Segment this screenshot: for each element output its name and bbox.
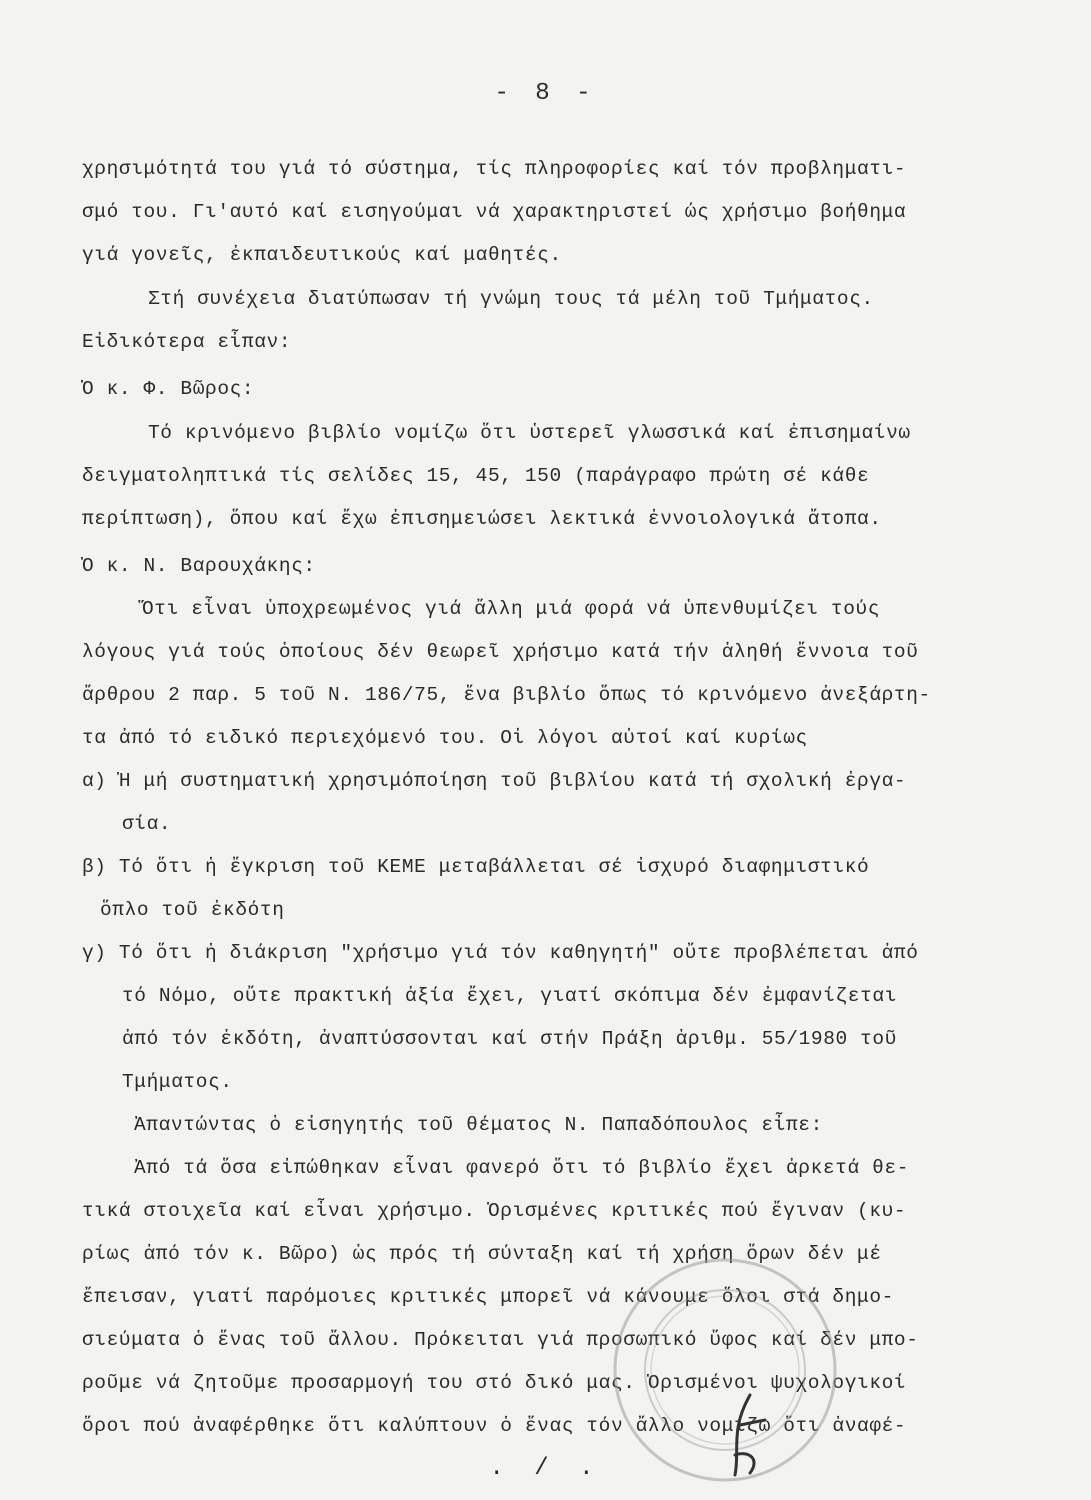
text-line: ἄρθρου 2 παρ. 5 τοῦ Ν. 186/75, ἕνα βιβλίο ὅπως τό κρινόμενο ἀνεξάρτη- [82, 684, 931, 706]
text-line: ἀπό τόν ἐκδότη, ἀναπτύσσονται καί στήν Πράξη ἀριθμ. 55/1980 τοῦ [122, 1028, 898, 1050]
text-line: Τμήματος. [122, 1071, 233, 1093]
speaker-heading: Ὁ κ. Ν. Βαρουχάκης: [82, 555, 316, 577]
text-line: τα ἀπό τό ειδικό περιεχόμενό του. Οἱ λόγοι αὐτοί καί κυρίως [82, 727, 808, 749]
text-line: Στή συνέχεια διατύπωσαν τή γνώμη τους τά μέλη τοῦ Τμήματος. [148, 288, 874, 310]
text-line: Εἰδικότερα εἶπαν: [82, 331, 292, 353]
text-line: λόγους γιά τούς ὁποίους δέν θεωρεῖ χρήσιμο κατά τήν ἀληθή ἔννοια τοῦ [82, 641, 919, 663]
list-item-b: β) Τό ὅτι ἡ ἔγκριση τοῦ ΚΕΜΕ μεταβάλλεται σέ ἰσχυρό διαφημιστικό [82, 856, 870, 878]
text-line: τό Νόμο, οὔτε πρακτική ἀξία ἔχει, γιατί σκόπιμα δέν ἐμφανίζεται [122, 985, 898, 1007]
text-line: ἔπεισαν, γιατί παρόμοιες κριτικές μπορεῖ νά κάνουμε ὅλοι στά δημο- [82, 1286, 894, 1308]
list-item-a: α) Ἡ μή συστηματική χρησιμόποίηση τοῦ βιβλίου κατά τή σχολική ἐργα- [82, 770, 907, 792]
text-line: γιά γονεῖς, ἐκπαιδευτικούς καί μαθητές. [82, 244, 562, 266]
text-line: ὅροι πού ἀναφέρθηκε ὅτι καλύπτουν ὁ ἕνας τόν ἄλλο νομίζω ὅτι ἀναφέ- [82, 1415, 907, 1437]
text-line: ὅπλο τοῦ ἐκδότη [100, 899, 285, 921]
text-line: τικά στοιχεῖα καί εἶναι χρήσιμο. Ὁρισμένες κριτικές πού ἔγιναν (κυ- [82, 1200, 907, 1222]
speaker-heading: Ὁ κ. Φ. Βῶρος: [82, 378, 255, 400]
text-line: σμό του. Γι'αυτό καί εισηγούμαι νά χαρακτηριστεί ώς χρήσιμο βοήθημα [82, 201, 907, 223]
text-line: ροῦμε νά ζητοῦμε προσαρμογή του στό δικό μας. Ὁρισμένοι ψυχολογικοί [82, 1372, 907, 1394]
text-line: σιεύματα ὁ ἕνας τοῦ ἄλλου. Πρόκειται γιά προσωπικό ὕφος καί δέν μπο- [82, 1329, 919, 1351]
text-line: Ἀπαντώντας ὁ εἰσηγητής τοῦ θέματος Ν. Παπαδόπουλος εἶπε: [134, 1114, 823, 1136]
text-line: δειγματοληπτικά τίς σελίδες 15, 45, 150 (παράγραφο πρώτη σέ κάθε [82, 465, 870, 487]
page-number: - 8 - [494, 80, 597, 107]
continuation-mark: . / . [489, 1455, 602, 1482]
text-line: Ἀπό τά ὅσα εἰπώθηκαν εἶναι φανερό ὅτι τό βιβλίο ἔχει ἀρκετά θε- [134, 1157, 910, 1179]
text-line: περίπτωση), ὅπου καί ἔχω ἐπισημειώσει λεκτικά ἐννοιολογικά ἄτοπα. [82, 508, 882, 530]
text-line: χρησιμότητά του γιά τό σύστημα, τίς πληροφορίες καί τόν προβληματι- [82, 158, 907, 180]
text-line: Ὅτι εἶναι ὑποχρεωμένος γιά ἄλλη μιά φορά νά ὑπενθυμίζει τούς [142, 598, 881, 620]
text-line: σία. [122, 813, 172, 835]
text-line: ρίως ἀπό τόν κ. Βῶρο) ὡς πρός τή σύνταξη καί τή χρήση ὅρων δέν μέ [82, 1243, 882, 1265]
text-line: Τό κρινόμενο βιβλίο νομίζω ὅτι ὑστερεῖ γλωσσικά καί ἐπισημαίνω [148, 422, 911, 444]
list-item-c: γ) Τό ὅτι ἡ διάκριση "χρήσιμο γιά τόν καθηγητή" οὔτε προβλέπεται ἀπό [82, 942, 919, 964]
